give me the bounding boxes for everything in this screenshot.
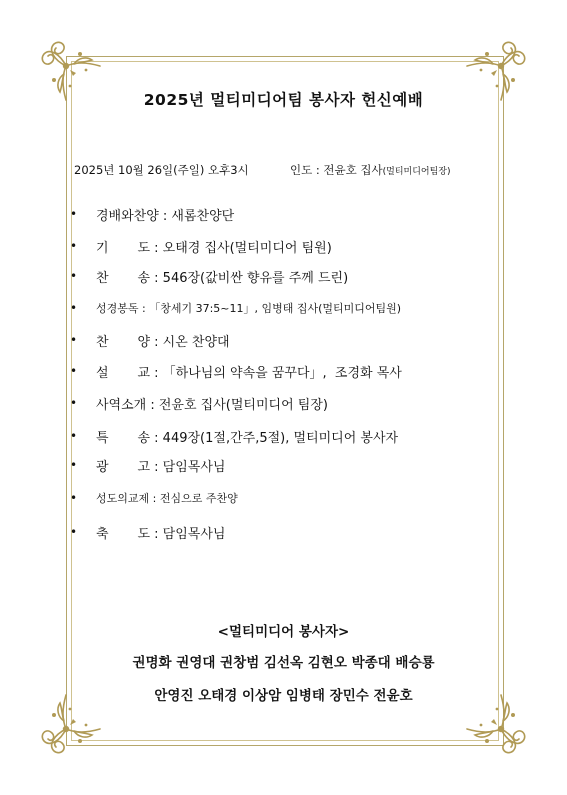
program-item-text: 특 송 : 449장(1절,간주,5절), 멀티미디어 봉사자 (96, 430, 399, 446)
bullet-icon: • (70, 491, 78, 505)
program-item (70, 266, 510, 286)
program-item (70, 488, 510, 508)
program-item-text: 사역소개 : 전윤호 집사(멀티미디어 팀장) (96, 397, 328, 413)
program-item-text: 성경봉독 : 「창세기 37:5~11」, 임병태 집사(멀티미디어팀원) (96, 302, 402, 315)
service-date-time: 2025년 10월 26일(주일) 오후3시 (74, 163, 249, 177)
officiant-role: (멀티미디어팀장) (382, 167, 451, 177)
bullet-icon: • (70, 269, 78, 283)
bullet-icon: • (70, 396, 78, 410)
program-item (70, 236, 510, 256)
volunteers-line-2: 안영진 오태경 이상암 임병태 장민수 전윤호 (154, 688, 413, 704)
volunteers-heading: <멀티미디어 봉사자> (217, 624, 350, 640)
bullet-icon: • (70, 429, 78, 443)
program-item-text: 찬 양 : 시온 찬양대 (96, 334, 230, 350)
volunteers-line-1: 권명화 권영대 권창범 김선옥 김현오 박종대 배승룡 (132, 655, 435, 671)
bullet-icon: • (70, 364, 78, 378)
program-item (70, 361, 510, 381)
service-info (74, 162, 494, 178)
bullet-icon: • (70, 301, 78, 315)
bullet-icon: • (70, 333, 78, 347)
program-item-text: 경배와찬양 : 새롬찬양단 (96, 208, 235, 224)
program-item (70, 330, 510, 350)
program-item-text: 성도의교제 : 전심으로 주찬양 (96, 492, 238, 505)
bullet-icon: • (70, 525, 78, 539)
program-item-text: 기 도 : 오태경 집사(멀티미디어 팀원) (96, 240, 332, 256)
officiant (290, 162, 451, 178)
program-item (70, 298, 510, 318)
officiant-label: 인도 : 전윤호 집사 (290, 163, 383, 177)
program-item (70, 426, 510, 446)
program-item-text: 광 고 : 담임목사님 (96, 459, 226, 475)
document-title: 2025년 멀티미디어팀 봉사자 헌신예배 (143, 91, 424, 109)
bullet-icon: • (70, 207, 78, 221)
program-item (70, 393, 510, 413)
program-item-text: 찬 송 : 546장(값비싼 향유를 주께 드린) (96, 270, 349, 286)
bullet-icon: • (70, 458, 78, 472)
bullet-icon: • (70, 239, 78, 253)
program-item (70, 522, 510, 542)
program-item (70, 204, 510, 224)
program-item-text: 축 도 : 담임목사님 (96, 526, 226, 542)
program-item-text: 설 교 : 「하나님의 약속을 꿈꾸다」, 조경화 목사 (96, 365, 402, 381)
program-item (70, 455, 510, 475)
